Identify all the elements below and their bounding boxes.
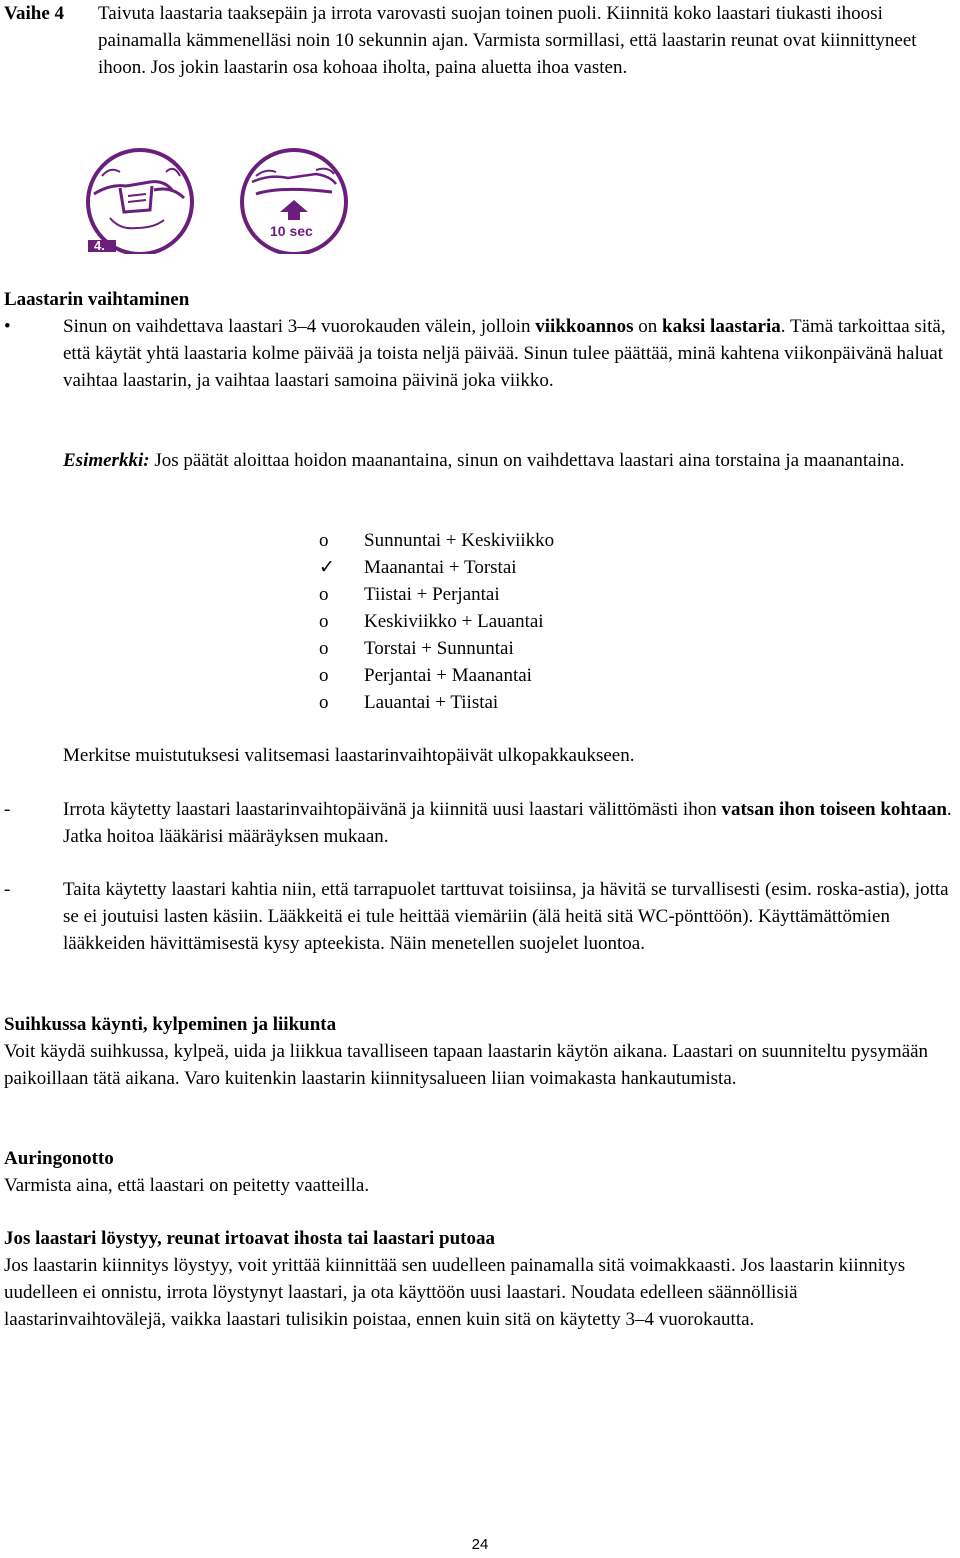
option-marker: o bbox=[319, 638, 329, 659]
option-marker: o bbox=[319, 530, 329, 551]
option-label: Lauantai + Tiistai bbox=[364, 692, 499, 713]
step-label: Vaihe 4 bbox=[4, 3, 65, 24]
section-heading-showering: Suihkussa käynti, kylpeminen ja liikunta bbox=[4, 1014, 337, 1035]
option-marker: o bbox=[319, 584, 329, 605]
step-badge: 4. bbox=[94, 238, 105, 253]
section-heading-replacing: Laastarin vaihtaminen bbox=[4, 289, 190, 310]
application-illustration bbox=[80, 146, 360, 254]
sun-paragraph: Varmista aina, että laastari on peitetty vaatteilla. bbox=[4, 1175, 370, 1196]
option-label: Maanantai + Torstai bbox=[364, 557, 517, 578]
dash-marker: - bbox=[4, 799, 11, 820]
option-label: Sunnuntai + Keskiviikko bbox=[364, 530, 555, 551]
loose-paragraph: Jos laastarin kiinnitys löystyy, voit yrittää kiinnittää sen uudelleen painamalla sitä voimakkaasti. Jos laastarin kiinnitys uudelleen ei onnistu, irrota löystynyt laastari, ja ota käyttöön uusi laastari. Noudata edelleen säännöllisiä laastarinvaihtovälejä, vaikka laastari tulisikin poistaa, ennen kuin sitä on käytetty 3–4 vuorokautta. bbox=[4, 1255, 906, 1330]
example-paragraph: Esimerkki: Jos päätät aloittaa hoidon maanantaina, sinun on vaihdettava laastari aina torstaina ja maanantaina. bbox=[63, 450, 905, 471]
dash-marker: - bbox=[4, 879, 11, 900]
option-marker: ✓ bbox=[319, 557, 335, 578]
showering-paragraph: Voit käydä suihkussa, kylpeä, uida ja liikkua tavalliseen tapaan laastarin käytön aikana. Laastari on suunniteltu pysymään paikoillaan tätä aikana. Varo kuitenkin laastarin kiinnitysalueen liian voimakasta hankautumista. bbox=[4, 1041, 929, 1089]
press-patch-icon bbox=[88, 150, 192, 254]
option-label: Torstai + Sunnuntai bbox=[364, 638, 514, 659]
hand-press-icon bbox=[242, 150, 346, 254]
dispose-patch-paragraph: Taita käytetty laastari kahtia niin, että tarrapuolet tarttuvat toisiinsa, ja hävitä se turvallisesti (esim. roska-astia), jotta se ei joutuisi lasten käsiin. Lääkkeitä ei tule heittää viemäriin (älä heitä sitä WC-pönttöön). Käyttämättömien lääkkeiden hävittämisestä kysy apteekista. Näin menetellen suojelet luontoa. bbox=[63, 879, 949, 954]
page-number: 24 bbox=[471, 1536, 489, 1553]
option-label: Keskiviikko + Lauantai bbox=[364, 611, 544, 632]
reminder-paragraph: Merkitse muistutuksesi valitsemasi laastarinvaihtopäivät ulkopakkaukseen. bbox=[63, 745, 635, 766]
option-marker: o bbox=[319, 665, 329, 686]
step-instruction: Taivuta laastaria taaksepäin ja irrota varovasti suojan toinen puoli. Kiinnitä koko laastari tiukasti ihoosi painamalla kämmenelläsi noin 10 sekunnin ajan. Varmista sormillasi, että laastarin reunat ovat kiinnittyneet ihoon. Jos jokin laastarin osa kohoaa iholta, paina aluetta ihoa vasten. bbox=[98, 3, 917, 78]
option-marker: o bbox=[319, 611, 329, 632]
time-badge: 10 sec bbox=[270, 223, 313, 239]
option-label: Perjantai + Maanantai bbox=[364, 665, 532, 686]
option-label: Tiistai + Perjantai bbox=[364, 584, 500, 605]
section-heading-sun: Auringonotto bbox=[4, 1148, 114, 1169]
remove-patch-paragraph: Irrota käytetty laastari laastarinvaihtopäivänä ja kiinnitä uusi laastari välittömästi ihon vatsan ihon toiseen kohtaan. Jatka hoitoa lääkärisi määräyksen mukaan. bbox=[63, 799, 952, 847]
section-heading-loose: Jos laastari löystyy, reunat irtoavat ihosta tai laastari putoaa bbox=[4, 1228, 496, 1249]
replacing-paragraph: Sinun on vaihdettava laastari 3–4 vuorokauden välein, jolloin viikkoannos on kaksi laastaria. Tämä tarkoittaa sitä, että käytät yhtä laastaria kolme päivää ja toista neljä päivää. Sinun tulee päättää, minä kahtena viikonpäivänä haluat vaihtaa laastarin, ja vaihtaa laastari samoina päivinä joka viikko. bbox=[63, 316, 946, 391]
bullet-dot: • bbox=[4, 316, 11, 337]
option-marker: o bbox=[319, 692, 329, 713]
